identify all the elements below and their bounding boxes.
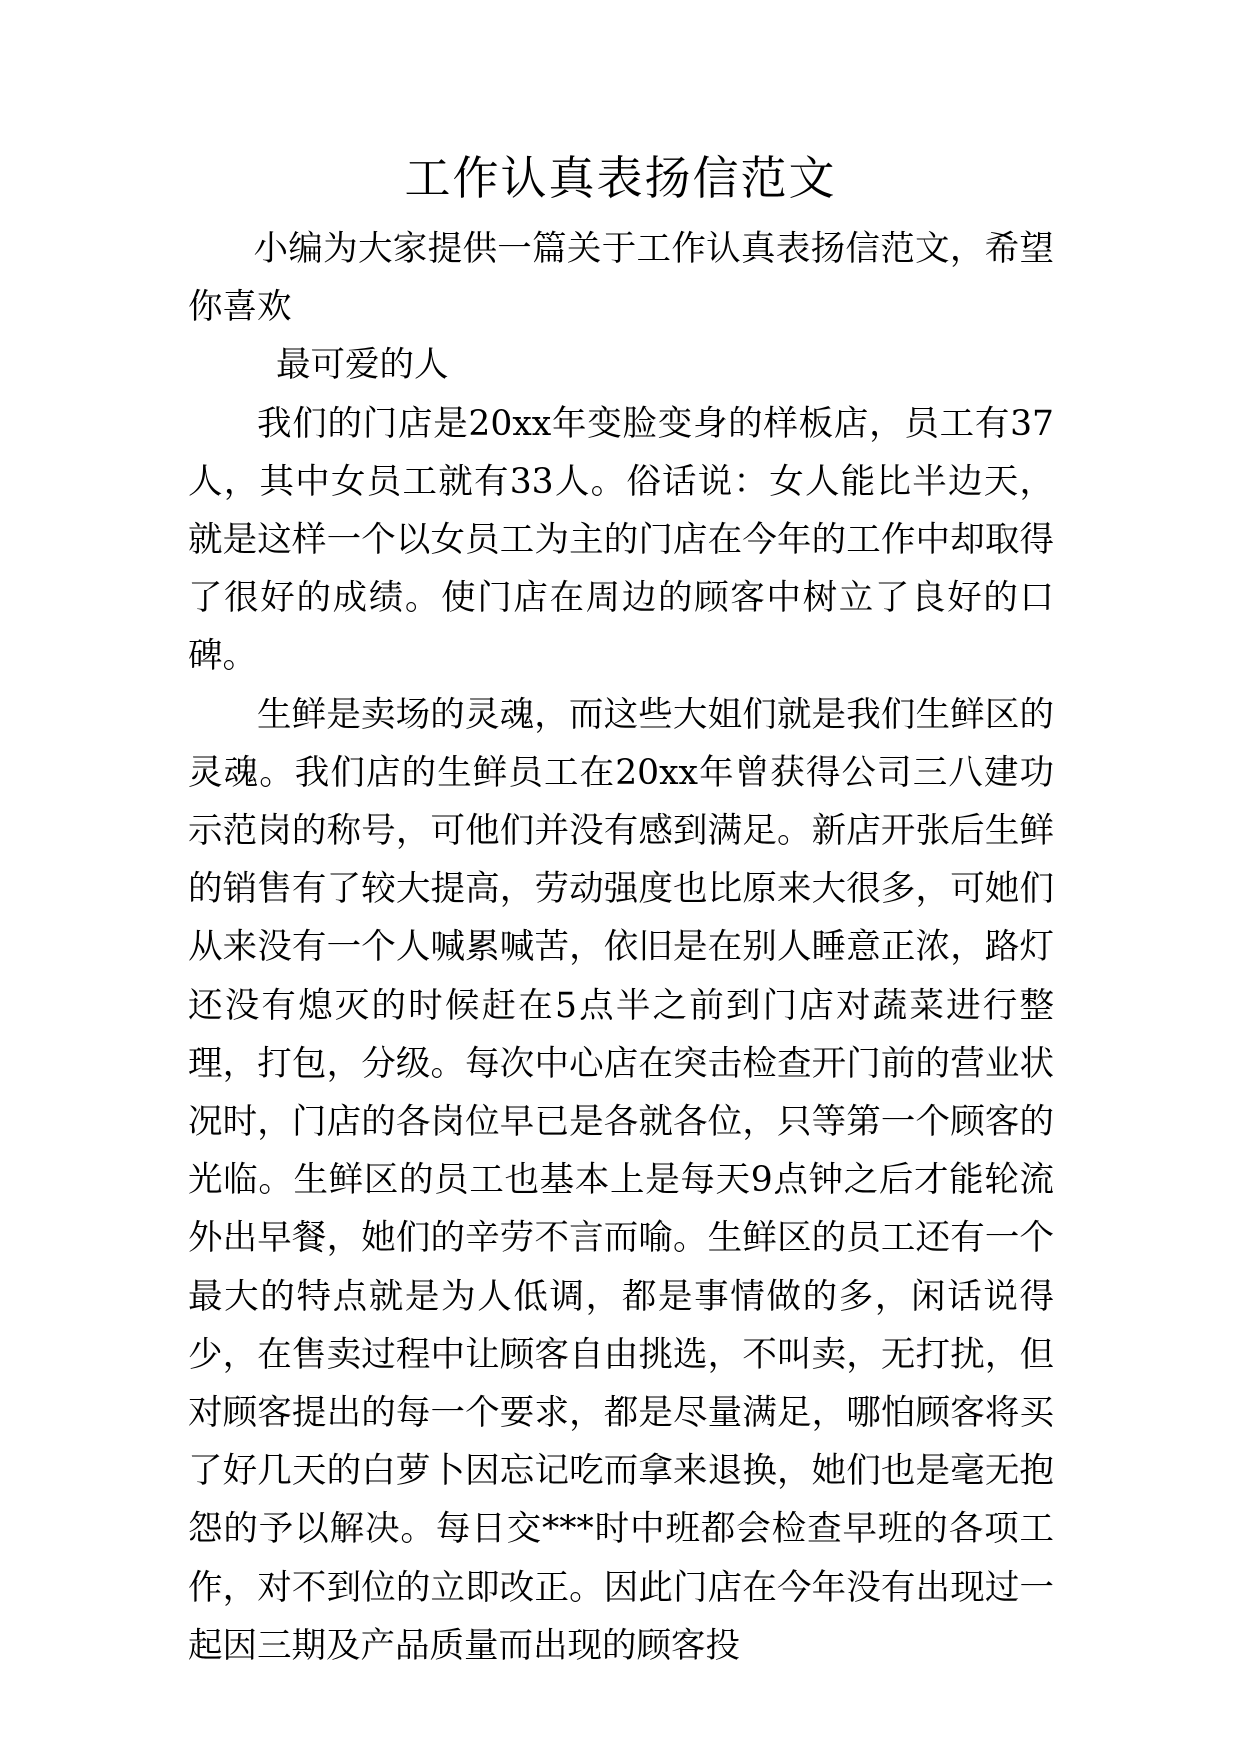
document-body xyxy=(188,220,1054,1675)
body-paragraph-1: 我们的门店是20xx年变脸变身的样板店，员工有37人，其中女员工就有33人。俗话说：女人能比半边天，就是这样一个以女员工为主的门店在今年的工作中却取得了很好的成绩。使门店在周边的顾客中树立了良好的口碑。 xyxy=(188,403,1054,677)
document-title: 工作认真表扬信范文 xyxy=(404,151,837,205)
section-subtitle: 最可爱的人 xyxy=(275,345,449,386)
body-paragraph-2: 生鲜是卖场的灵魂，而这些大姐们就是我们生鲜区的灵魂。我们店的生鲜员工在20xx年曾获得公司三八建功示范岗的称号，可他们并没有感到满足。新店开张后生鲜的销售有了较大提高，劳动强度也比原来大很多，可她们从来没有一个人喊累喊苦，依旧是在别人睡意正浓，路灯还没有熄灭的时候赶在5点半之前到门店对蔬菜进行整理，打包，分级。每次中心店在突击检查开门前的营业状况时，门店的各岗位早已是各就各位，只等第一个顾客的光临。生鲜区的员工也基本上是每天9点钟之后才能轮流外出早餐，她们的辛劳不言而喻。生鲜区的员工还有一个最大的特点就是为人低调，都是事情做的多，闲话说得少，在售卖过程中让顾客自由挑选，不叫卖，无打扰，但对顾客提出的每一个要求，都是尽量满足，哪怕顾客将买了好几天的白萝卜因忘记吃而拿来退换，她们也是毫无抱怨的予以解决。每日交***时中班都会检查早班的各项工作，对不到位的立即改正。因此门店在今年没有出现过一起因三期及产品质量而出现的顾客投 xyxy=(188,694,1054,1666)
intro-paragraph: 小编为大家提供一篇关于工作认真表扬信范文，希望你喜欢 xyxy=(188,229,1054,328)
